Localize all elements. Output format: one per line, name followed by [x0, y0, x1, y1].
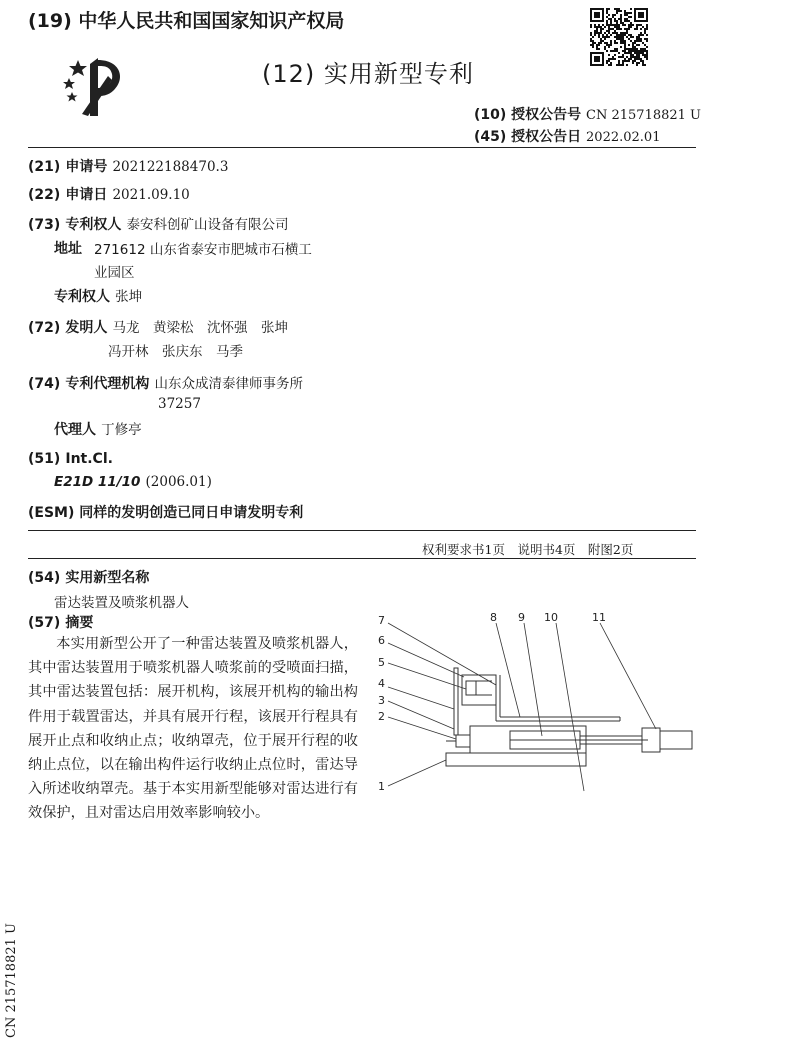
- address-label: 地址: [54, 241, 82, 257]
- code: (73): [28, 217, 61, 233]
- figure-label-11: 11: [592, 611, 606, 624]
- code: (54): [28, 570, 61, 586]
- publication-date-label: (45) 授权公告日: [474, 129, 582, 145]
- label: 申请日: [65, 187, 108, 203]
- figure-label-7: 7: [378, 614, 385, 627]
- document-type-title: (12) 实用新型专利: [262, 60, 474, 88]
- left-block: [456, 735, 470, 747]
- class: E21D 11/10: [54, 474, 141, 490]
- side-publication-number: CN 215718821 U: [4, 923, 19, 1038]
- label: 专利权人: [54, 289, 110, 305]
- code: (72): [28, 320, 61, 336]
- year: (2006.01): [145, 474, 212, 490]
- value: 张坤: [115, 289, 143, 305]
- figure-label-10: 10: [544, 611, 558, 624]
- code: (51): [28, 451, 61, 467]
- inventors-line-2: 冯开林 张庆东 马季: [108, 344, 243, 360]
- value: 丁修亭: [101, 422, 142, 438]
- esm-statement: (ESM) 同样的发明创造已同日申请发明专利: [28, 505, 304, 521]
- value: 2021.09.10: [112, 187, 190, 203]
- figure-label-6: 6: [378, 634, 385, 647]
- address-line-2: 业园区: [94, 265, 135, 281]
- publication-number-row: [474, 104, 701, 124]
- radar-housing: [462, 675, 496, 705]
- patentee: [28, 213, 288, 234]
- figure-label-4: 4: [378, 677, 385, 690]
- agent: [54, 418, 142, 439]
- figure-label-2: 2: [378, 710, 385, 723]
- publication-date-row: [474, 126, 660, 146]
- abstract-body: 本实用新型公开了一种雷达装置及喷浆机器人，其中雷达装置用于喷浆机器人喷浆前的受喷面扫描，其中雷达装置包括：展开机构，该展开机构的输出构件用于载置雷达，并具有展开行程，该展开行程具有展开止点和收纳止点；收纳罩壳，位于展开行程的收纳止点位，以在输出构件运行收纳止点位时，雷达导入所述收纳罩壳。基于本实用新型能够对雷达进行有效保护，且对雷达启用效率影响较小。: [28, 636, 358, 822]
- pages-rule: [28, 558, 696, 559]
- figure-label-1: 1: [378, 780, 385, 793]
- label: 发明人: [65, 320, 108, 336]
- figure-label-9: 9: [518, 611, 525, 624]
- inventors: [28, 316, 288, 337]
- code: (22): [28, 187, 61, 203]
- qr-code: [590, 8, 648, 66]
- label: 专利权人: [65, 217, 122, 233]
- patent-agency: [28, 372, 303, 393]
- label: 摘要: [65, 615, 94, 631]
- patentee-2: [54, 285, 142, 306]
- label: 实用新型名称: [65, 570, 150, 586]
- cnipa-logo: [60, 52, 130, 122]
- figure-label-8: 8: [490, 611, 497, 624]
- biblio-rule: [28, 530, 696, 531]
- utility-model-title-heading: [28, 567, 149, 587]
- end-cap: [660, 731, 692, 749]
- value: 山东众成清泰律师事务所: [154, 376, 303, 392]
- publication-date-value: 2022.02.01: [586, 130, 661, 145]
- code: (21): [28, 159, 61, 175]
- application-number: [28, 156, 228, 176]
- utility-model-title: 雷达装置及喷浆机器人: [54, 595, 189, 611]
- abstract-text: [28, 632, 358, 826]
- code: (57): [28, 615, 61, 631]
- header-rule: [28, 147, 696, 148]
- radar: [466, 681, 476, 695]
- agency-number: 37257: [158, 396, 201, 412]
- application-date: [28, 184, 190, 204]
- label: 申请号: [65, 159, 108, 175]
- label: 代理人: [54, 422, 96, 438]
- figure-label-5: 5: [378, 656, 385, 669]
- int-cl: [28, 448, 113, 467]
- base-plate: [446, 753, 586, 766]
- office-name: (19) 中华人民共和国国家知识产权局: [28, 10, 345, 32]
- page-counts: 权利要求书1页 说明书4页 附图2页: [422, 542, 634, 557]
- vertical-post: [454, 668, 458, 735]
- figure-label-3: 3: [378, 694, 385, 707]
- address-line-1: 271612 山东省泰安市肥城市石横工: [94, 242, 312, 258]
- value: 202122188470.3: [112, 159, 229, 175]
- int-cl-classification: [54, 471, 212, 490]
- value: 泰安科创矿山设备有限公司: [126, 217, 289, 233]
- label: 专利代理机构: [65, 376, 150, 392]
- value: 马龙 黄梁松 沈怀强 张坤: [112, 320, 288, 336]
- publication-number-value: CN 215718821 U: [586, 108, 702, 123]
- publication-number-label: (10) 授权公告号: [474, 107, 582, 123]
- label: Int.Cl.: [65, 451, 113, 467]
- code: (74): [28, 376, 61, 392]
- abstract-figure: [370, 605, 700, 800]
- abstract-heading: [28, 612, 93, 632]
